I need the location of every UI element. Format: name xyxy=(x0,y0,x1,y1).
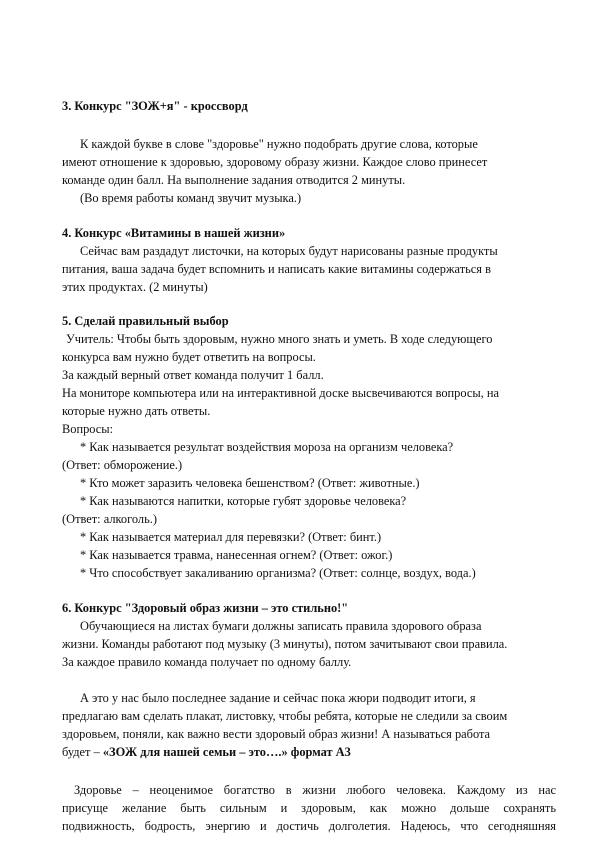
question-1: * Как называется результат воздействия мороза на организм человека? xyxy=(80,440,454,454)
section-4-line-3: этих продуктах. (2 минуты) xyxy=(62,280,208,294)
section-3-line-2: имеют отношение к здоровью, здоровому образу жизни. Каждое слово принесет xyxy=(62,155,488,169)
section-6-line-2: жизни. Команды работают под музыку (3 минуты), потом зачитывают свои правила. xyxy=(62,637,508,651)
final-line-4 xyxy=(62,743,351,761)
poster-title: «ЗОЖ для нашей семьи – это….» формат А3 xyxy=(102,745,351,759)
section-3-line-1: К каждой букве в слове "здоровье" нужно подобрать другие слова, которые xyxy=(80,137,478,151)
section-5-line-1: Учитель: Чтобы быть здоровым, нужно много знать и уметь. В ходе следующего xyxy=(66,332,493,346)
section-4-line-1: Сейчас вам раздадут листочки, на которых будут нарисованы разные продукты xyxy=(80,244,498,258)
section-3-line-4: (Во время работы команд звучит музыка.) xyxy=(80,191,302,205)
section-5-line-3: За каждый верный ответ команда получит 1 балл. xyxy=(62,368,324,382)
final-line-3: здоровьем, поняли, как важно вести здоровый образ жизни! А называться работа xyxy=(62,727,491,741)
section-5-line-5: которые нужно дать ответы. xyxy=(62,404,211,418)
closing-line-2: присуще желание быть сильным и здоровым, как можно дольше сохранять xyxy=(62,801,556,815)
section-6-line-3: За каждое правило команда получает по одному баллу. xyxy=(62,655,352,669)
final-line-1: А это у нас было последнее задание и сейчас пока жюри подводит итоги, я xyxy=(80,691,476,705)
section-5-line-4: На мониторе компьютера или на интерактивной доске высвечиваются вопросы, на xyxy=(62,386,500,400)
closing-line-3: подвижность, бодрость, энергию и достичь долголетия. Надеюсь, что сегодняшняя xyxy=(62,819,556,833)
section-5-questions-label: Вопросы: xyxy=(62,422,114,436)
final-line-4-prefix: будет – xyxy=(62,745,103,759)
section-6-line-1: Обучающиеся на листах бумаги должны записать правила здорового образа xyxy=(80,619,482,633)
question-4: * Как называется материал для перевязки? (Ответ: бинт.) xyxy=(80,530,382,544)
section-3-title: 3. Конкурс "ЗОЖ+я" - кроссворд xyxy=(62,99,248,113)
question-2: * Кто может заразить человека бешенством? (Ответ: животные.) xyxy=(80,476,420,490)
section-6-title: 6. Конкурс "Здоровый образ жизни – это стильно!" xyxy=(62,601,349,615)
question-5: * Как называется травма, нанесенная огнем? (Ответ: ожог.) xyxy=(80,548,393,562)
section-3-line-3: команде один балл. На выполнение задания отводится 2 минуты. xyxy=(62,173,406,187)
final-line-2: предлагаю вам сделать плакат, листовку, чтобы ребята, которые не следили за своим xyxy=(62,709,508,723)
question-3: * Как называются напитки, которые губят здоровье человека? xyxy=(80,494,407,508)
section-4-line-2: питания, ваша задача будет вспомнить и написать какие витамины содержаться в xyxy=(62,262,491,276)
question-6: * Что способствует закаливанию организма? (Ответ: солнце, воздух, вода.) xyxy=(80,566,476,580)
answer-3: (Ответ: алкоголь.) xyxy=(62,512,157,526)
closing-line-1: Здоровье – неоценимое богатство в жизни любого человека. Каждому из нас xyxy=(74,783,556,797)
section-4-title: 4. Конкурс «Витамины в нашей жизни» xyxy=(62,226,286,240)
answer-1: (Ответ: обморожение.) xyxy=(62,458,183,472)
section-5-title: 5. Сделай правильный выбор xyxy=(62,314,229,328)
section-5-line-2: конкурса вам нужно будет ответить на вопросы. xyxy=(62,350,316,364)
